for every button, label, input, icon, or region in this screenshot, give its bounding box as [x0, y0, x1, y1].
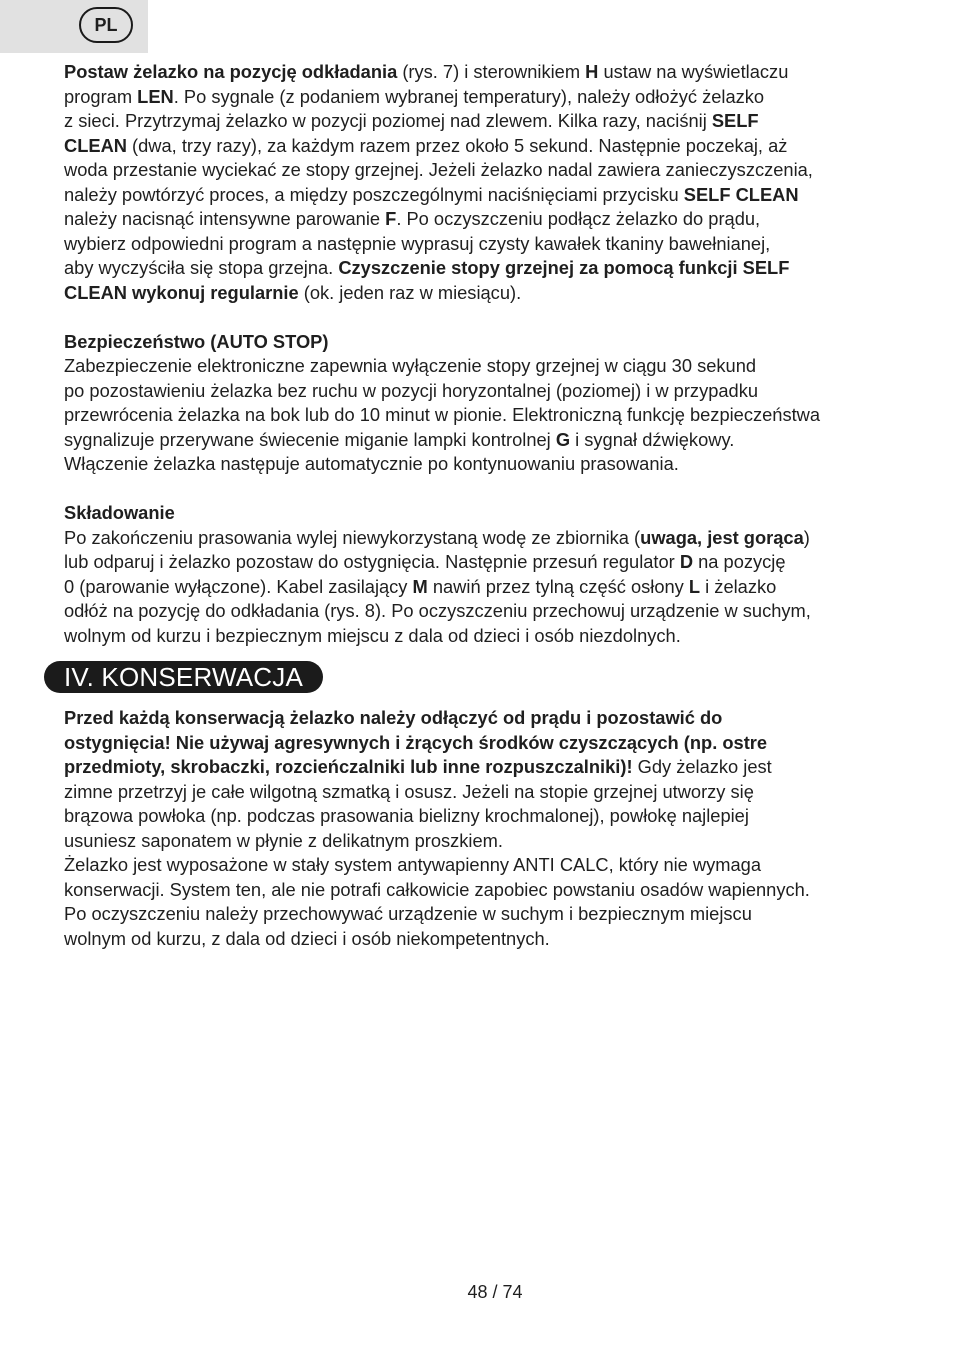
language-tab — [0, 0, 148, 53]
maintenance-paragraph: Przed każdą konserwacją żelazko należy odłączyć od prądu i pozostawić do ostygnięcia! Nie używaj agresywnych i żrących środków czyszczących (np. ostre przedmioty, skrobaczki, rozcieńczalniki lub inne rozpuszczalniki)! Gdy żelazko jest zimne przetrzyj je całe wilgotną szmatką i osusz. Jeżeli na stopie grzejnej utworzy się brązowa powłoka (np. podczas prasowania bielizny krochmalonej), powłokę najlepiej usuniesz saponatem w płynie z delikatnym proszkiem. — [64, 707, 772, 851]
safety-paragraph: Zabezpieczenie elektroniczne zapewnia wyłączenie stopy grzejnej w ciągu 30 sekund po pozostawieniu żelazka bez ruchu w pozycji horyzontalnej (poziomej) i w przypadku przewrócenia żelazka na bok lub do 10 minut w pionie. Elektroniczną funkcję bezpieczeństwa sygnalizuje przerywane świecenie miganie lampki kontrolnej G i sygnał dźwiękowy. Włączenie żelazka następuje automatycznie po kontynuowaniu prasowania. — [64, 355, 821, 474]
page-number: 48 / 74 — [467, 1282, 523, 1302]
safety-heading: Bezpieczeństwo (AUTO STOP) — [64, 330, 329, 352]
storage-heading: Składowanie — [64, 502, 175, 523]
section-heading-maintenance: IV. KONSERWACJA — [44, 661, 323, 693]
language-badge: PL — [79, 7, 133, 43]
storage-paragraph: Po zakończeniu prasowania wylej niewykorzystaną wodę ze zbiornika (uwaga, jest gorąca) lub odparuj i żelazko pozostaw do ostygnięcia. Następnie przesuń regulator D na pozycję 0 (parowanie wyłączone). Kabel zasilający M nawiń przez tylną część osłony L i żelazko odłóż na pozycję do odkładania (rys. 8). Po oczyszczeniu przechowuj urządzenie w suchym, wolnym od kurzu i bezpiecznym miejscu z dala od dzieci i osób niezdolnych. — [64, 526, 811, 646]
anti-calc-paragraph: Żelazko jest wyposażone w stały system antywapienny ANTI CALC, który nie wymaga konserwacji. System ten, ale nie potrafi całkowicie zapobiec powstaniu osadów wapiennych. Po oczyszczeniu należy przechowywać urządzenie w suchym i bezpiecznym miejscu wolnym od kurzu, z dala od dzieci i osób niekompetentnych. — [64, 854, 810, 949]
page-content — [64, 60, 910, 951]
self-clean-paragraph: Postaw żelazko na pozycję odkładania (rys. 7) i sterownikiem H ustaw na wyświetlaczu program LEN. Po sygnale (z podaniem wybranej temperatury), należy odłożyć żelazko z sieci. Przytrzymaj żelazko w pozycji poziomej nad zlewem. Kilka razy, naciśnij SELF CLEAN (dwa, trzy razy), za każdym razem przez około 5 sekund. Następnie poczekaj, aż woda przestanie wyciekać ze stopy grzejnej. Jeżeli żelazko nadal zawiera zanieczyszczenia, należy powtórzyć proces, a między poszczególnymi naciśnięciami przycisku SELF CLEAN należy nacisnąć intensywne parowanie F. Po oczyszczeniu podłącz żelazko do prądu, wybierz odpowiedni program a następnie wyprasuj czysty kawałek tkaniny bawełnianej, aby wyczyściła się stopa grzejna. Czyszczenie stopy grzejnej za pomocą funkcji SELF CLEAN wykonuj regularnie (ok. jeden raz w miesiącu). — [64, 61, 813, 303]
